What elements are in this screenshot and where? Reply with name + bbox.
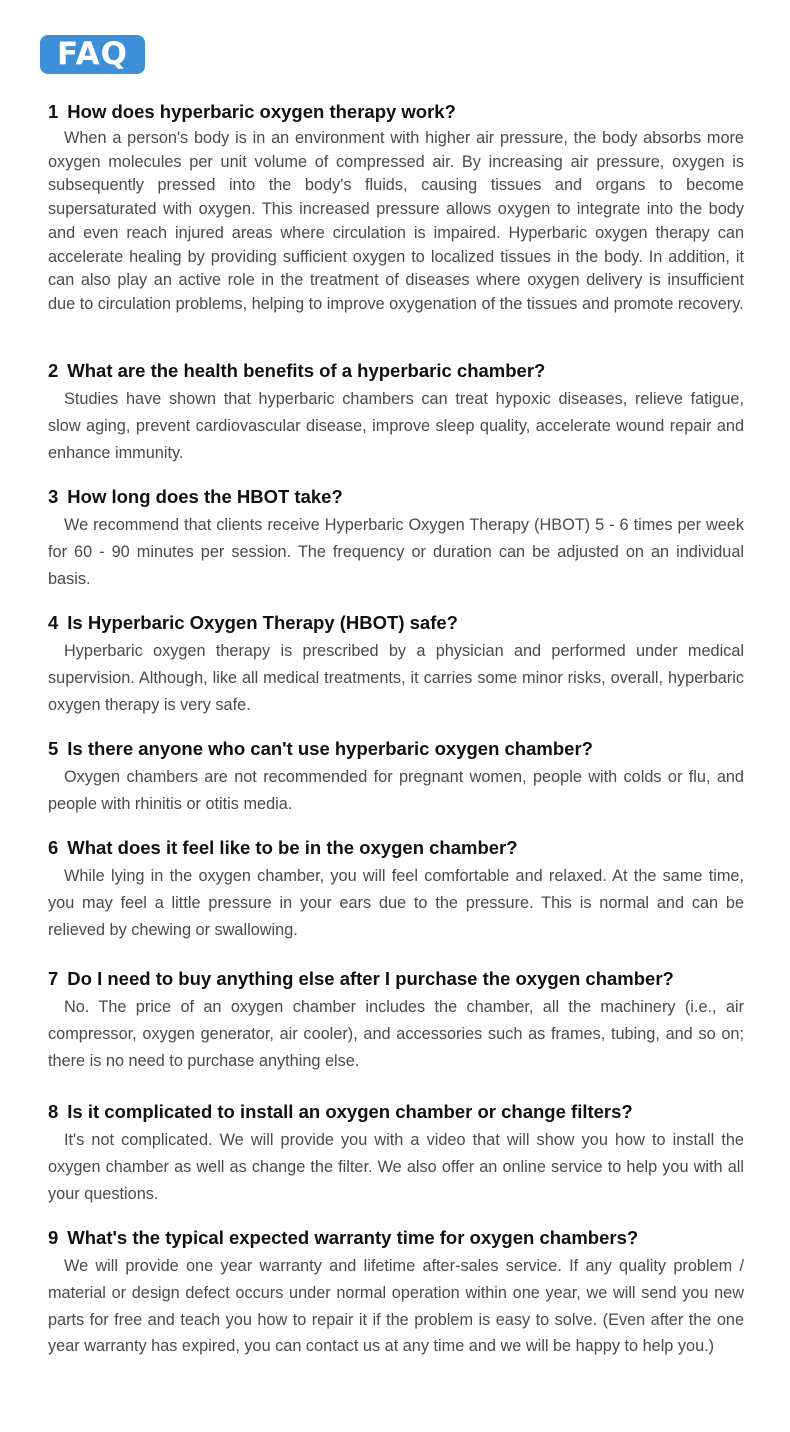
faq-item-4	[48, 612, 744, 718]
faq-question-text: Is it complicated to install an oxygen chamber or change filters?	[67, 1101, 633, 1122]
faq-question-6	[48, 837, 744, 859]
faq-answer-4: Hyperbaric oxygen therapy is prescribed by a physician and performed under medical supervision. Although, like all medical treatments, it carries some minor risks, overall, hyperbaric oxygen therapy is very safe.	[48, 642, 744, 714]
faq-question-9	[48, 1227, 744, 1249]
faq-question-2	[48, 360, 744, 382]
faq-number: 6	[48, 837, 59, 858]
faq-number: 4	[48, 612, 59, 633]
faq-number: 8	[48, 1101, 59, 1122]
faq-question-3	[48, 486, 744, 508]
faq-question-text: Is Hyperbaric Oxygen Therapy (HBOT) safe?	[67, 612, 458, 633]
faq-number: 2	[48, 360, 59, 381]
faq-question-5	[48, 738, 744, 760]
faq-item-1	[48, 101, 744, 317]
faq-question-text: What are the health benefits of a hyperbaric chamber?	[67, 360, 546, 381]
faq-number: 7	[48, 968, 59, 989]
faq-question-1	[48, 101, 744, 123]
faq-item-9	[48, 1227, 744, 1360]
faq-question-text: How does hyperbaric oxygen therapy work?	[67, 101, 456, 122]
faq-number: 9	[48, 1227, 59, 1248]
faq-number: 1	[48, 101, 59, 122]
faq-question-7	[48, 968, 744, 990]
faq-question-4	[48, 612, 744, 634]
faq-item-3	[48, 486, 744, 592]
faq-item-7	[48, 968, 744, 1074]
faq-item-8	[48, 1101, 744, 1207]
faq-number: 5	[48, 738, 59, 759]
faq-badge: FAQ	[40, 35, 145, 74]
faq-item-6	[48, 837, 744, 943]
faq-question-text: How long does the HBOT take?	[67, 486, 343, 507]
faq-answer-5: Oxygen chambers are not recommended for pregnant women, people with colds or flu, and people with rhinitis or otitis media.	[48, 768, 744, 813]
faq-question-text: Is there anyone who can't use hyperbaric oxygen chamber?	[67, 738, 593, 759]
faq-answer-6: While lying in the oxygen chamber, you will feel comfortable and relaxed. At the same time, you may feel a little pressure in your ears due to the pressure. This is normal and can be relieved by chewing or swallowing.	[48, 867, 744, 939]
faq-answer-1: When a person's body is in an environment with higher air pressure, the body absorbs more oxygen molecules per unit volume of compressed air. By increasing air pressure, oxygen is subsequently pressed into the body's fluids, causing tissues and organs to become supersaturated with oxygen. This increased pressure allows oxygen to integrate into the body and even reach injured areas where circulation is impaired. Hyperbaric oxygen therapy can accelerate healing by providing sufficient oxygen to localized tissues in the body. In addition, it can also play an active role in the treatment of diseases where oxygen delivery is insufficient due to circulation problems, helping to improve oxygenation of the tissues and promote recovery.	[48, 129, 744, 313]
faq-answer-2: Studies have shown that hyperbaric chambers can treat hypoxic diseases, relieve fatigue, slow aging, prevent cardiovascular disease, improve sleep quality, accelerate wound repair and enhance immunity.	[48, 390, 744, 462]
faq-question-text: What's the typical expected warranty time for oxygen chambers?	[67, 1227, 639, 1248]
faq-question-text: Do I need to buy anything else after I purchase the oxygen chamber?	[67, 968, 674, 989]
faq-answer-7: No. The price of an oxygen chamber includes the chamber, all the machinery (i.e., air compressor, oxygen generator, air cooler), and accessories such as frames, tubing, and so on; there is no need to purchase anything else.	[48, 998, 744, 1070]
faq-item-2	[48, 360, 744, 466]
faq-answer-3: We recommend that clients receive Hyperbaric Oxygen Therapy (HBOT) 5 - 6 times per week for 60 - 90 minutes per session. The frequency or duration can be adjusted on an individual basis.	[48, 516, 744, 588]
faq-question-text: What does it feel like to be in the oxygen chamber?	[67, 837, 518, 858]
faq-number: 3	[48, 486, 59, 507]
faq-question-8	[48, 1101, 744, 1123]
faq-answer-8: It's not complicated. We will provide you with a video that will show you how to install the oxygen chamber as well as change the filter. We also offer an online service to help you with all your questions.	[48, 1131, 744, 1203]
faq-item-5	[48, 738, 744, 818]
faq-answer-9: We will provide one year warranty and lifetime after-sales service. If any quality problem / material or design defect occurs under normal operation within one year, we will send you new parts for free and teach you how to repair it if the problem is easy to solve. (Even after the one year warranty has expired, you can contact us at any time and we will be happy to help you.)	[48, 1257, 744, 1356]
